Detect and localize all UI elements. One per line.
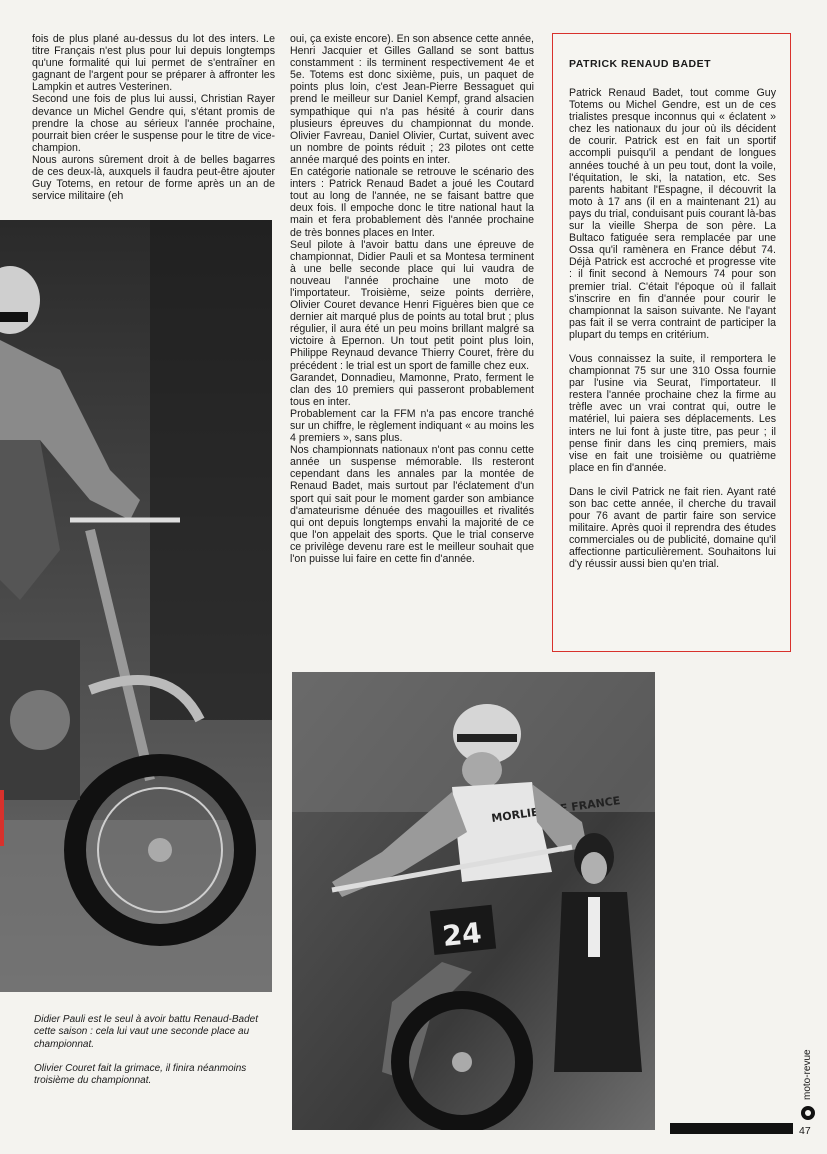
- paragraph: En catégorie nationale se retrouve le scénario des inters : Patrick Renaud Badet a joué les Coutard tout au long de l'année, ne se faisant battre que deux fois. Il empoche donc le titre national haut la main et fera probablement dès l'année prochaine de très bonnes places en Inter.: [290, 166, 534, 239]
- caption-photo-bottom: Olivier Couret fait la grimace, il finira néanmoins troisième du championnat.: [34, 1063, 247, 1087]
- rider-left-illustration: [0, 220, 272, 992]
- profile-sidebar-box: [552, 33, 791, 652]
- red-edge-tab: [0, 790, 4, 846]
- page-number: 47: [799, 1125, 811, 1137]
- article-column-2: [290, 33, 534, 565]
- sidebar-paragraph: Vous connaissez la suite, il remportera le championnat 75 sur une 310 Ossa fournie par l'usine via Seurat, l'importateur. Il restera l'année prochaine chez la firme au trèfle avec un vrai contrat qui, outre le matériel, lui paiera ses déplacements. Les inters ne lui font à juste titre, pas peur ; il pense finir dans les cinq premiers, mais vise en fait une troisième ou quatrième place en fin d'année.: [569, 352, 776, 474]
- sidebar-title: PATRICK RENAUD BADET: [569, 58, 712, 70]
- bib-number: 24: [440, 916, 484, 953]
- photo-rider-left: [0, 220, 272, 992]
- paragraph: Second une fois de plus lui aussi, Christian Rayer devance un Michel Gendre qui, s'étant promis de prendre la chose au sérieux l'année prochaine, pourrait bien créer le suspense pour le titre de vice-champion.: [32, 93, 275, 154]
- magazine-name: moto-revue: [802, 1049, 813, 1100]
- sidebar-paragraph: Patrick Renaud Badet, tout comme Guy Totems ou Michel Gendre, est un de ces trialistes presque inconnus qui « éclatent » chez les nationaux du jour où ils décident de courir. Patrick est en fait un sportif accompli puisqu'il a pendant de longues années touché à un peu tout, dont la voile, l'équitation, le ski, la natation, etc. Ses parents habitant l'Espagne, il découvrit la moto à 17 ans (il en a maintenant 21) au pays du trial, conduisant puis courant là-bas sur la vieille Sherpa de son père. La Bultaco fatiguée sera remplacée par une Ossa qu'il ramènera en France début 74. Déjà Patrick est accroché et progresse vite : il finit second à Nemours 74 pour son premier trial. C'était l'époque où il fallait s'inscrire en fin d'année pour courir le championnat la saison suivante. Ne l'ayant pas fait il se verra contraint de participer la plupart du temps en critérium.: [569, 87, 776, 341]
- photo-rider-bottom: [292, 672, 655, 1130]
- caption-photo-left: Didier Pauli est le seul à avoir battu Renaud-Badet cette saison : cela lui vaut une seconde place au championnat.: [34, 1014, 259, 1050]
- vest-text: MORLIEU FRANCE: [490, 794, 622, 825]
- sidebar-paragraph: Dans le civil Patrick ne fait rien. Ayant raté son bac cette année, il cherche du travail pour 76 avant de partir faire son service militaire. Après quoi il reprendra des études commerciales ou de publicité, domaine qu'il affectionne particulièrement. Souhaitons lui d'y réussir aussi bien qu'en trial.: [569, 485, 776, 571]
- paragraph: Seul pilote à l'avoir battu dans une épreuve de championnat, Didier Pauli et sa Montesa terminent à une belle seconde place qui lui vaudra de nouveau l'année prochaine une moto de l'importateur. Troisième, seize points derrière, Olivier Couret devance Henri Figuères bien que ce dernier ait marqué plus de points au total brut ; plus régulier, il aura été un peu moins brillant malgré sa victoire à Epernon. Un tout petit point plus loin, Philippe Reynaud devance Thierry Couret, frère du précédent : le trial est un sport de famille chez eux.: [290, 238, 534, 372]
- paragraph: fois de plus plané au-dessus du lot des inters. Le titre Français n'est plus pour lui depuis longtemps qu'une formalité qui lui permet de s'entraîner en gagnant de l'argent pour se préparer à affronter les Lampkin et autres Vesterinen.: [32, 33, 275, 94]
- article-column-1: [32, 33, 275, 202]
- paragraph: Garandet, Donnadieu, Mamonne, Prato, ferment le clan des 10 premiers qui passeront probablement tous en inter.: [290, 371, 534, 408]
- paragraph: Nous aurons sûrement droit à de belles bagarres de ces deux-là, auxquels il faudra peut-être ajouter Guy Totems, en retour de forme après un an de service militaire (eh: [32, 153, 275, 203]
- paragraph: Probablement car la FFM n'a pas encore tranché sur un chiffre, le règlement indiquant « au moins les 4 premiers », sans plus.: [290, 407, 534, 445]
- paragraph: oui, ça existe encore). En son absence cette année, Henri Jacquier et Gilles Galland se sont battus constamment : ils terminent respectivement 4e et 5e. Totems est donc sixième, puis, un paquet de points plus loin, c'est Jean-Pierre Bessaguet qui prend le meilleur sur Daniel Kempf, grand alsacien sympathique qui n'a pas hésité à courir dans plusieurs épreuves du championnat du monde. Olivier Favreau, Daniel Olivier, Curtat, suivent avec un nombre de points réduit ; 23 pilotes ont cette année marqué des points en inter.: [290, 33, 534, 166]
- magazine-logo-icon: [801, 1106, 815, 1120]
- rider-bottom-illustration: [292, 672, 655, 1130]
- footer-bar: [670, 1123, 793, 1134]
- paragraph: Nos championnats nationaux n'ont pas connu cette année un suspense mémorable. Ils resteront cependant dans les annales par la montée de Renaud Badet, mais surtout par l'éclatement d'un sport qui sait pour le moment garder son ambiance d'amateurisme dénuée des magouilles et rivalités qui ont depuis longtemps envahi la majorité de ce que l'on appelait des sports. Que le trial conserve ce privilège devenu rare est le meilleur souhait que l'on puisse lui faire en cette fin d'année.: [290, 444, 534, 566]
